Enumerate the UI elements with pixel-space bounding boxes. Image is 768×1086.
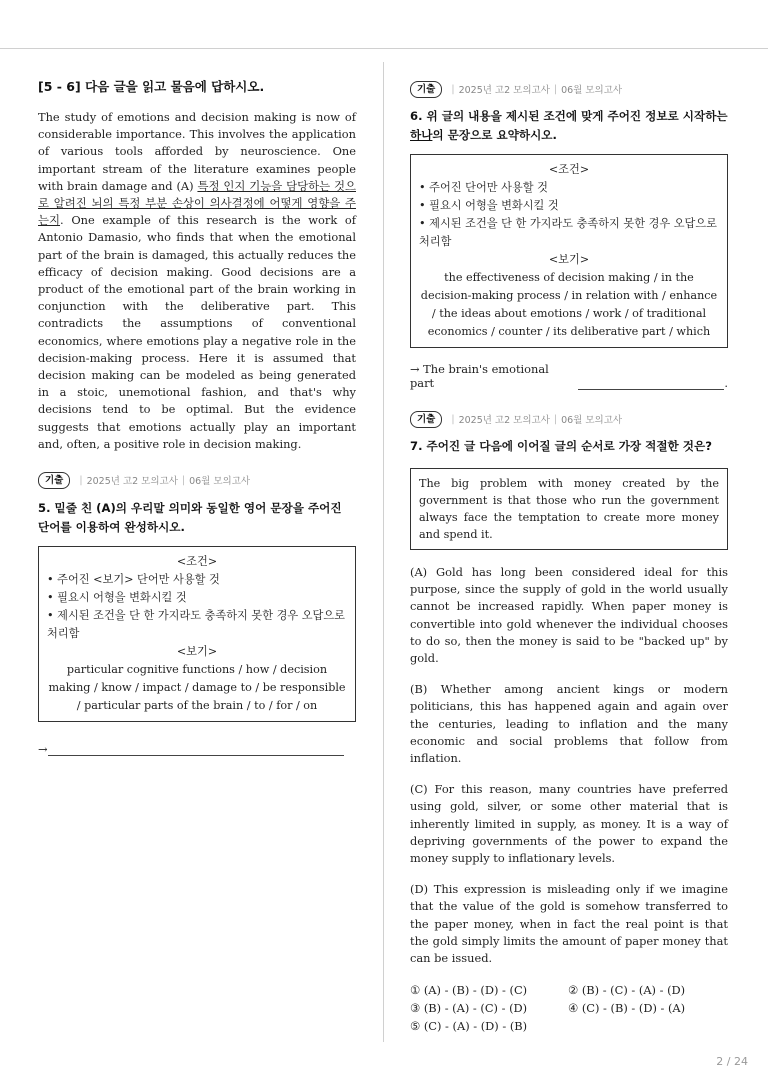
passage-text-1: The study of emotions and decision making is now of considerable importance. This involves the application of various tools afforded by neuroscience. One important stream of the literature examines people with brain damage and (A)	[38, 110, 356, 193]
q5-source-row: 기출 | 2025년 고2 모의고사 | 06월 모의고사	[38, 471, 356, 489]
q6-answer-suffix: .	[724, 376, 728, 390]
q6-conditions-list	[419, 179, 719, 251]
q5-conditions-list	[47, 571, 347, 643]
q6-title-underlined: 하나	[410, 128, 433, 142]
column-divider	[383, 62, 384, 1042]
q7-tag-badge: 기출	[410, 411, 442, 428]
q5-source-month: 06월 모의고사	[189, 476, 251, 488]
q6-condition-2: • 필요시 어형을 변화시킬 것	[419, 197, 719, 215]
q6-source-month: 06월 모의고사	[561, 85, 623, 96]
q7-source-month: 06월 모의고사	[561, 415, 623, 426]
q5-bogi-words: particular cognitive functions / how / decision making / know / impact / damage to / be responsible / particular parts of the brain / to / for / on	[48, 663, 346, 713]
q7-choice-4[interactable]: ④ (C) - (B) - (D) - (A)	[568, 1001, 686, 1016]
q6-condition-box	[410, 154, 728, 348]
q6-source-year: 2025년 고2 모의고사	[458, 85, 550, 96]
q6-answer-blank[interactable]	[578, 377, 724, 390]
q7-paragraph-d: (D) This expression is misleading only if we imagine that the value of the gold is somehow transferred to the paper money, when in fact the real point is that the gold simply limits the amount of paper money that can be issued.	[410, 882, 728, 966]
page-number: 2 / 24	[716, 1055, 748, 1068]
q5-tag-badge: 기출	[38, 472, 70, 489]
q6-title: 6. 위 글의 내용을 제시된 조건에 맞게 주어진 정보로 시작하는 하나의 문장으로 요약하시오.	[410, 109, 728, 142]
q7-source-year: 2025년 고2 모의고사	[458, 415, 550, 426]
q5-conditions-label: <조건>	[176, 555, 218, 569]
q6-bogi-words: the effectiveness of decision making / in the decision-making process / in relation with / enhance / the ideas about emotions / work / of traditional economics / counter / its deliberative part / which	[420, 271, 718, 338]
q7-given-text: The big problem with money created by the government is that those who run the government always face the temptation to create more money and spend it.	[419, 477, 719, 541]
q7-title: 7. 주어진 글 다음에 이어질 글의 순서로 가장 적절한 것은?	[410, 439, 712, 453]
q6-answer-line	[410, 362, 728, 390]
passage-text-2: . One example of this research is the work of Antonio Damasio, who finds that when the emotional part of the brain is damaged, this actually reduces the efficacy of decision making. Good decisions are a product of the emotional part of the brain working in conjunction with the deliberative part. This contradicts the assumptions of conventional economics, where emotions play a negative role in the decision-making process. Here it is assumed that decision making can be modeled as being generated in a stoic, unemotional fashion, and that's why decisions tend to be optimal. But the evidence suggests that emotions actually play an important and, often, a positive role in decision making.	[38, 213, 356, 451]
q7-paragraph-a: (A) Gold has long been considered ideal for this purpose, since the supply of gold in the world usually cannot be increased rapidly. When paper money is convertible into gold whenever the individual chooses to do so, then the money is said to be "backed up" by gold.	[410, 565, 728, 666]
q6-condition-1: • 주어진 단어만 사용할 것	[419, 179, 719, 197]
q6-source-row: 기출 | 2025년 고2 모의고사 | 06월 모의고사	[410, 80, 728, 98]
q7-choice-5[interactable]: ⑤ (C) - (A) - (D) - (B)	[410, 1019, 528, 1034]
q6-conditions-label: <조건>	[548, 163, 590, 176]
q7-choice-1[interactable]: ① (A) - (B) - (D) - (C)	[410, 983, 528, 998]
right-column	[410, 80, 728, 1035]
q5-title: 5. 밑줄 친 (A)의 우리말 의미와 동일한 영어 문장을 주어진 단어를 이용하여 완성하시오.	[38, 501, 342, 535]
q5-condition-box	[38, 546, 356, 722]
header-rule	[0, 48, 768, 49]
section-heading: [5 - 6] 다음 글을 읽고 물음에 답하시오.	[38, 79, 265, 94]
q5-condition-1: • 주어진 <보기> 단어만 사용할 것	[47, 571, 347, 589]
q7-choice-3[interactable]: ③ (B) - (A) - (C) - (D)	[410, 1001, 528, 1016]
q7-given-box	[410, 468, 728, 550]
underlined-phrase-a: 특정 인지 기능을 담당하는 것으로 알려진 뇌의 특정 부분 손상이 의사결정에 어떻게 영향을 주는지	[38, 178, 356, 228]
q5-source-year: 2025년 고2 모의고사	[86, 476, 178, 488]
q5-answer-line	[38, 742, 356, 756]
q7-choices	[410, 981, 728, 1035]
q5-condition-2: • 필요시 어형을 변화시킬 것	[47, 589, 347, 607]
q7-paragraphs	[410, 564, 728, 967]
reading-passage	[38, 109, 356, 453]
q7-choice-2[interactable]: ② (B) - (C) - (A) - (D)	[568, 983, 686, 998]
q6-condition-3: • 제시된 조건을 단 한 가지라도 충족하지 못한 경우 오답으로 처리함	[419, 215, 719, 251]
q5-bogi-label: <보기>	[176, 645, 218, 659]
q5-arrow: →	[38, 742, 48, 757]
q5-answer-blank[interactable]	[48, 743, 344, 756]
q7-paragraph-c: (C) For this reason, many countries have preferred using gold, silver, or some other material that is inherently limited in supply, as money. It is a way of depriving governments of the power to expand the money supply to inflationary levels.	[410, 782, 728, 866]
q5-condition-3: • 제시된 조건을 단 한 가지라도 충족하지 못한 경우 오답으로 처리함	[47, 607, 347, 643]
left-column	[38, 78, 356, 756]
q6-answer-prefix: → The brain's emotional part	[410, 362, 549, 390]
q7-paragraph-b: (B) Whether among ancient kings or modern politicians, this has happened again and again over the centuries, leading to inflation and the many economic and social problems that follow from inflation.	[410, 682, 728, 766]
q6-tag-badge: 기출	[410, 81, 442, 98]
q7-source-row: 기출 | 2025년 고2 모의고사 | 06월 모의고사	[410, 410, 728, 428]
q6-bogi-label: <보기>	[548, 253, 590, 266]
